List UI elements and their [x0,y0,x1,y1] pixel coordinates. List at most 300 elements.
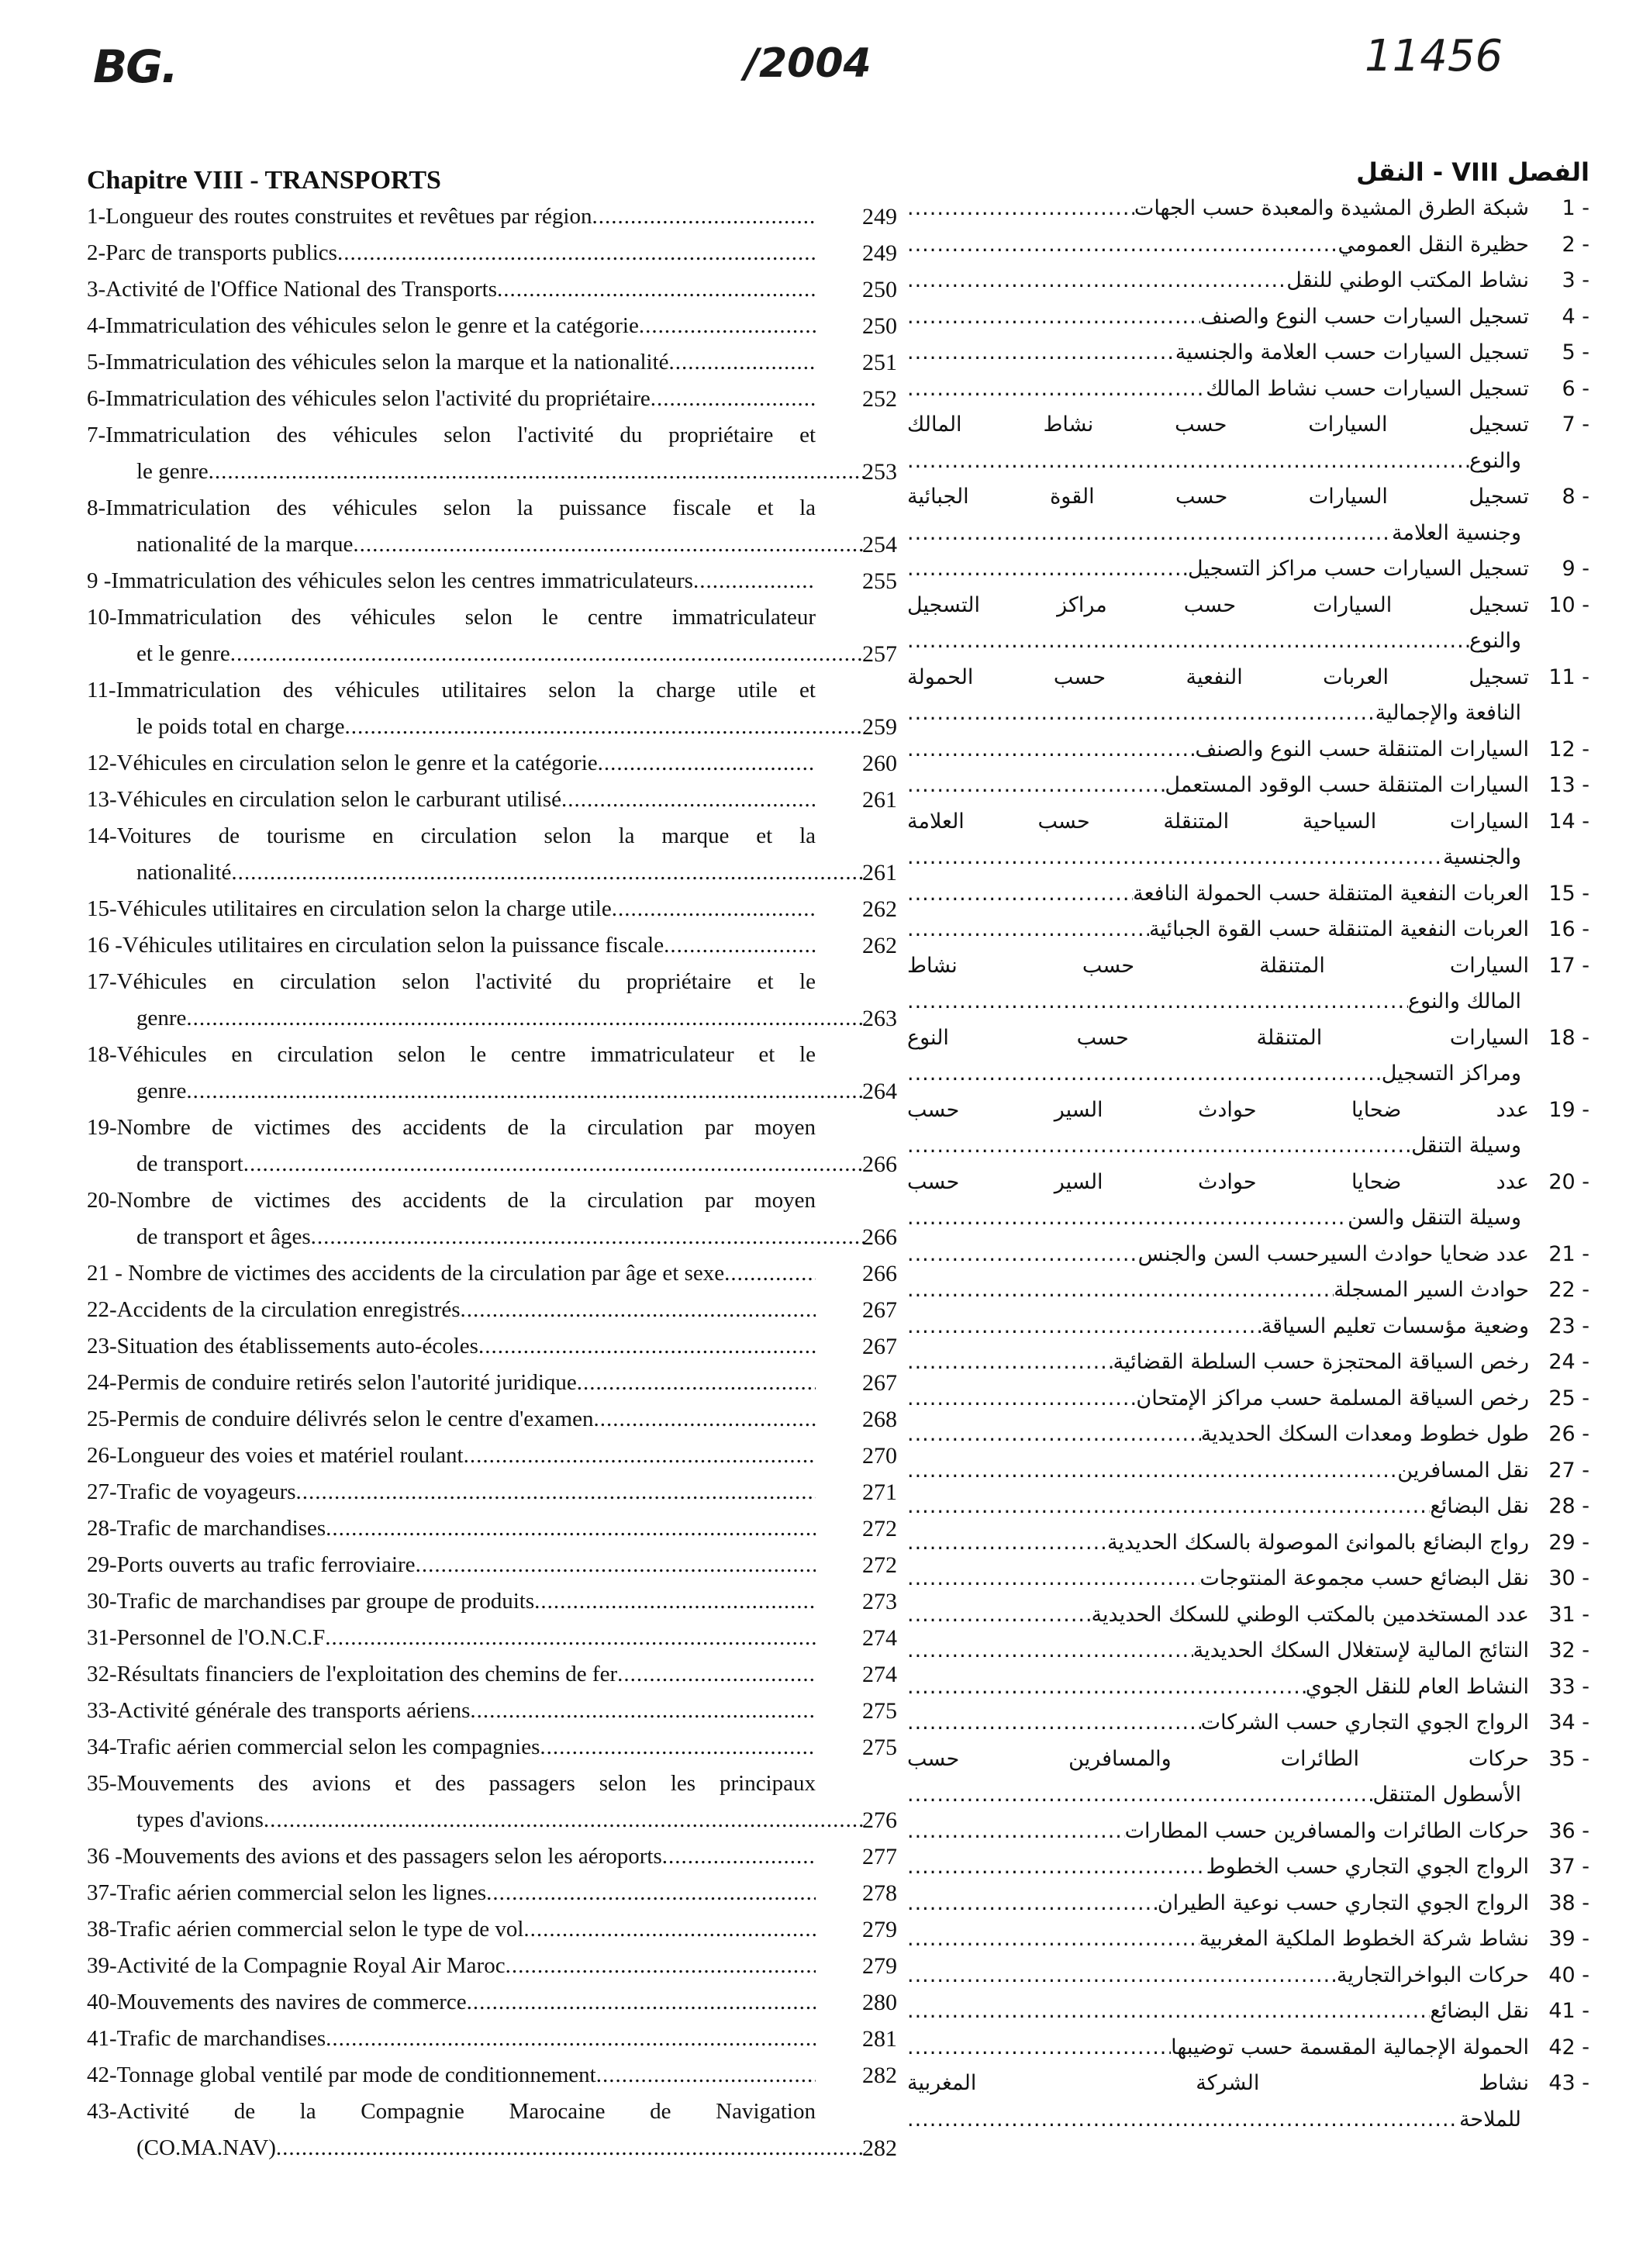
arabic-entry [907,732,1589,768]
page-number: 274 [862,1662,897,1687]
french-entry-label: et le genre [136,641,230,666]
arabic-entry-label: ومراكز التسجيل [1381,1062,1521,1086]
french-entry [87,490,916,563]
arabic-entry-number: 13 - [1548,773,1589,797]
french-entry-label: 34-Trafic aérien commercial selon les compagnies [87,1735,540,1759]
arabic-entry-label: عدد ضحايا حوادث السير حسب [907,1169,1529,1194]
french-entry [87,1729,916,1766]
arabic-entry [907,1597,1589,1634]
page-number: 249 [862,240,897,266]
page-number: 249 [862,204,897,230]
page-number: 277 [862,1844,897,1869]
arabic-entry-line [907,912,1529,948]
french-entry-line [87,636,865,672]
french-entry-label: 9 -Immatriculation des véhicules selon les centres immatriculateurs [87,568,693,593]
arabic-entry-line [907,1525,1529,1562]
page-number: 266 [862,1151,897,1177]
dot-leader [907,1272,1334,1309]
arabic-entry-label: الحمولة الإجمالية المقسمة حسب توضيبها [1171,2035,1529,2059]
french-entry-label: nationalité de la marque [136,532,354,557]
arabic-entry-number: 32 - [1548,1638,1589,1662]
page-number: 260 [862,751,897,776]
dot-leader [907,1705,1201,1742]
arabic-entry-label: حظيرة النقل العمومي [1337,232,1529,257]
arabic-entry-line [907,1777,1529,1814]
arabic-entry-label: شبكة الطرق المشيدة والمعبدة حسب الجهات [1134,196,1529,220]
french-entry-label: 39-Activité de la Compagnie Royal Air Maroc [87,1953,506,1978]
dot-leader [353,526,865,563]
french-entry-line [87,1583,816,1620]
french-entry-label: 29-Ports ouverts au trafic ferroviaire [87,1552,416,1577]
arabic-entry-number: 3 - [1562,268,1589,292]
dot-leader [907,1237,1138,1273]
french-entry-line [87,2057,816,2094]
arabic-entry-label: السيارات المتنقلة حسب الوقود المستعمل [1165,773,1529,797]
page-number: 267 [862,1370,897,1396]
french-entry-line [87,1911,816,1948]
dot-leader [296,1474,816,1510]
arabic-entry-line [907,516,1529,552]
french-entry-label: 5-Immatriculation des véhicules selon la marque et la nationalité [87,350,669,375]
dot-leader [470,1693,816,1729]
french-entry [87,1948,916,1984]
arabic-entry-number: 12 - [1548,737,1589,761]
arabic-entry-label: والنوع [1469,448,1521,473]
dot-leader [907,1958,1337,1994]
arabic-entry-number: 39 - [1548,1927,1589,1951]
french-entry [87,563,916,599]
french-entry-label: 31-Personnel de l'O.N.C.F [87,1625,326,1650]
arabic-entry-label: نقل البضائع [1430,1494,1529,1518]
dot-leader [325,1620,816,1656]
french-entry [87,1438,916,1474]
arabic-entry-number: 4 - [1562,304,1589,329]
dot-leader [907,191,1134,227]
dot-leader [907,299,1200,336]
arabic-entry-label: عدد المستخدمين بالمكتب الوطني للسكك الحديدية [1091,1602,1529,1627]
arabic-entry-label: رخص السياقة المحتجزة حسب السلطة القضائية [1113,1350,1529,1374]
french-entry-line [87,1984,816,2021]
french-entry [87,1255,916,1292]
dot-leader [592,198,816,235]
page-number: 254 [862,532,897,558]
french-entry-line [87,1401,816,1438]
page-number: 268 [862,1407,897,1432]
arabic-entry [907,1849,1589,1886]
french-entry-line [87,1729,816,1766]
french-entry-line [87,1255,816,1292]
french-entry-label: 37-Trafic aérien commercial selon les lignes [87,1880,487,1905]
french-entry [87,235,916,271]
arabic-entry-line [907,1453,1529,1490]
arabic-entry-number: 9 - [1562,557,1589,581]
arabic-entry [907,299,1589,336]
arabic-entry-label: الرواج الجوي التجاري حسب الخطوط [1206,1855,1529,1879]
page-number: 275 [862,1735,897,1760]
dot-leader [577,1365,816,1401]
arabic-entry-label: السيارات المتنقلة حسب نشاط [907,953,1529,978]
arabic-entry-label: تسجيل السيارات حسب نشاط المالك [907,413,1529,437]
arabic-entry [907,1345,1589,1381]
dot-leader [230,636,865,672]
french-entry-label: 32-Résultats financiers de l'exploitation des chemins de fer [87,1662,618,1686]
french-entry-label: (CO.MA.NAV) [136,2135,276,2160]
arabic-entry-line [907,191,1529,227]
arabic-entry-label: تسجيل السيارات حسب العلامة والجنسية [1175,340,1529,364]
french-entry [87,745,916,782]
arabic-entry-label: السيارات السياحية المتنقلة حسب العلامة [907,809,1529,834]
page-number: 255 [862,568,897,594]
arabic-entry-number: 43 - [1548,2071,1589,2095]
arabic-entry-number: 41 - [1548,1999,1589,2023]
french-entry-label: 1-Longueur des routes construites et revêtues par région [87,204,592,229]
arabic-entry-number: 2 - [1562,232,1589,257]
arabic-entry [907,660,1589,732]
french-entry-label: 3-Activité de l'Office National des Transports [87,277,498,302]
page-number: 261 [862,860,897,885]
arabic-entry-line [907,1814,1529,1850]
arabic-entry [907,2030,1589,2066]
french-entry [87,2094,916,2166]
arabic-entry [907,1165,1589,1237]
arabic-entry-label: رواج البضائع بالموانئ الموصولة بالسكك الحديدية [1107,1530,1529,1555]
dot-leader [907,696,1375,732]
french-entry [87,1401,916,1438]
page-number: 261 [862,787,897,813]
page-number: 250 [862,313,897,339]
arabic-entry-label: وجنسية العلامة [1392,520,1521,545]
arabic-entry [907,335,1589,371]
french-entry [87,1037,916,1110]
dot-leader [693,563,816,599]
page-number: 282 [862,2063,897,2088]
french-entry-line [87,1328,816,1365]
french-entry-line [87,1693,816,1729]
dot-leader [186,1000,865,1037]
french-entry-label: 24-Permis de conduire retirés selon l'autorité juridique [87,1370,577,1395]
page-number: 272 [862,1516,897,1541]
arabic-entry-line [907,1237,1529,1273]
arabic-entry-number: 31 - [1548,1602,1589,1627]
french-entry [87,1766,916,1838]
french-entry [87,344,916,381]
arabic-entry-number: 33 - [1548,1674,1589,1699]
arabic-entry-line [907,1309,1529,1345]
arabic-entry-line [907,1597,1529,1634]
dot-leader [907,227,1338,264]
french-entry-line [87,927,816,964]
dot-leader [344,709,865,745]
french-entry-line [87,563,816,599]
handwritten-year: /2004 [744,40,871,87]
arabic-entry [907,1705,1589,1742]
arabic-entry [907,1958,1589,1994]
arabic-entry-number: 26 - [1548,1422,1589,1446]
arabic-entry-label: نشاط المكتب الوطني للنقل [1286,268,1529,292]
page-number: 281 [862,2026,897,2052]
arabic-entry-line [907,1272,1529,1309]
dot-leader [907,1921,1199,1958]
french-entry-line [87,1073,865,1110]
french-entry-line [87,1000,865,1037]
french-entry-line [87,454,865,490]
arabic-entry-line [907,1886,1529,1922]
dot-leader [907,768,1165,804]
dot-leader [486,1875,816,1911]
page-number: 273 [862,1589,897,1614]
dot-leader [724,1255,816,1292]
french-entry [87,2021,916,2057]
french-entry-line [87,1656,816,1693]
arabic-entry-line [907,623,1529,660]
dot-leader [907,263,1286,299]
french-entry-label: 22-Accidents de la circulation enregistrés [87,1297,461,1322]
arabic-entry-number: 20 - [1548,1169,1589,1194]
arabic-entry-label: تسجيل السيارات حسب القوة الجبائية [907,485,1529,509]
arabic-entry [907,371,1589,408]
page-number: 278 [862,1880,897,1906]
french-entry [87,927,916,964]
arabic-entry-label: الرواج الجوي التجاري حسب نوعية الطيران [1157,1890,1529,1915]
dot-leader [311,1219,865,1255]
arabic-entry [907,1742,1589,1814]
arabic-entry-line [907,227,1529,264]
french-entry-label: 23-Situation des établissements auto-écoles [87,1334,478,1358]
arabic-entry-label: عدد ضحايا حوادث السيرحسب السن والجنس [1137,1241,1529,1266]
arabic-entry-label: نقل البضائع [1430,1999,1529,2023]
arabic-entry-label: والجنسية [1442,845,1521,869]
arabic-entry-number: 28 - [1548,1494,1589,1518]
dot-leader [561,782,816,818]
arabic-entry [907,1561,1589,1597]
french-entry-line [87,235,816,271]
arabic-entry-number: 11 - [1548,665,1589,689]
french-entry [87,672,916,745]
french-entry-line [87,854,865,891]
dot-leader [907,371,1206,408]
arabic-table-of-contents [907,154,1589,2138]
arabic-entry [907,1633,1589,1669]
arabic-entry-number: 24 - [1548,1350,1589,1374]
page-number: 250 [862,277,897,302]
french-entry [87,1182,916,1255]
arabic-entry [907,1489,1589,1525]
dot-leader [907,1669,1306,1706]
french-entry-label: nationalité [136,860,232,885]
arabic-entry-number: 36 - [1548,1818,1589,1843]
french-entry-line [87,709,865,745]
arabic-entry [907,768,1589,804]
dot-leader [540,1729,816,1766]
arabic-entry [907,407,1589,479]
page-number: 251 [862,350,897,375]
french-entry-line [87,1620,816,1656]
french-entry-line [87,1802,865,1838]
arabic-entry-label: عدد ضحايا حوادث السير حسب [907,1097,1529,1122]
arabic-entry-number: 14 - [1548,809,1589,834]
french-entry [87,1474,916,1510]
arabic-entry-line [907,1633,1529,1669]
page-number: 257 [862,641,897,667]
french-entry [87,964,916,1037]
page-number: 264 [862,1079,897,1104]
french-entry-label: 25-Permis de conduire délivrés selon le centre d'examen [87,1407,594,1431]
dot-leader [464,1438,816,1474]
french-entry-label: 6-Immatriculation des véhicules selon l'activité du propriétaire [87,386,651,411]
dot-leader [907,1345,1113,1381]
page-number: 271 [862,1479,897,1505]
french-entry-label: 30-Trafic de marchandises par groupe de produits [87,1589,535,1614]
french-entry-label: 21 - Nombre de victimes des accidents de la circulation par âge et sexe [87,1261,725,1286]
page-number: 262 [862,933,897,958]
dot-leader [506,1948,816,1984]
dot-leader [907,1994,1430,2030]
arabic-entry [907,1814,1589,1850]
french-entry [87,1110,916,1182]
dot-leader [461,1292,816,1328]
dot-leader [534,1583,816,1620]
french-entry-label: 2-Parc de transports publics [87,240,337,265]
arabic-entry-label: النافعة والإجمالية [1375,701,1521,725]
french-entry [87,1984,916,2021]
dot-leader [669,344,816,381]
dot-leader [612,891,816,927]
dot-leader [907,2102,1459,2139]
french-entry-label: 12-Véhicules en circulation selon le genre et la catégorie [87,751,598,775]
dot-leader [907,984,1408,1020]
page-number: 252 [862,386,897,412]
french-entry-label: de transport et âges [136,1224,311,1249]
arabic-entry-label: طول خطوط ومعدات السكك الحديدية [1200,1422,1529,1446]
arabic-entry-label: وسيلة التنقل والسن [1348,1206,1521,1230]
dot-leader [264,1802,865,1838]
arabic-entry-number: 18 - [1548,1025,1589,1050]
french-entry-label: 20-Nombre de victimes des accidents de la circulation par moyen [87,1188,816,1213]
french-entry-label: 13-Véhicules en circulation selon le carburant utilisé [87,787,562,812]
french-entry-label: le genre [136,459,209,484]
french-entry-label: 40-Mouvements des navires de commerce [87,1990,467,2014]
arabic-entry-number: 38 - [1548,1890,1589,1915]
dot-leader [231,854,865,891]
dot-leader [651,381,816,417]
dot-leader [907,516,1392,552]
arabic-entry-label: حوادث السير المسجلة [1334,1278,1529,1302]
dot-leader [907,1777,1372,1814]
french-entry-line [87,1438,816,1474]
french-entry-line [87,1365,816,1401]
french-entry [87,1838,916,1875]
dot-leader [907,1056,1382,1093]
page-number: 276 [862,1807,897,1833]
french-chapter-title: Chapitre VIII - TRANSPORTS [87,166,441,195]
arabic-entry-label: حركات الطائرات والمسافرين حسب [907,1746,1529,1771]
dot-leader [664,927,816,964]
arabic-entry-number: 15 - [1548,881,1589,906]
dot-leader [907,1453,1397,1490]
french-entry [87,2057,916,2094]
arabic-entry [907,227,1589,264]
dot-leader [907,1814,1125,1850]
arabic-entry-label: العربات النفعية المتنقلة حسب القوة الجبائية [1148,917,1529,941]
french-entry [87,1292,916,1328]
dot-leader [593,1401,816,1438]
arabic-entry-number: 16 - [1548,917,1589,941]
arabic-entry-number: 19 - [1548,1097,1589,1122]
arabic-entry-number: 35 - [1548,1746,1589,1771]
page-number: 266 [862,1261,897,1286]
french-entry-label: 14-Voitures de tourisme en circulation selon la marque et la [87,823,816,848]
dot-leader [326,1510,816,1547]
arabic-entry-number: 7 - [1562,413,1589,437]
french-entry [87,818,916,891]
arabic-entry-label: الرواج الجوي التجاري حسب الشركات [1200,1710,1529,1735]
dot-leader [907,335,1175,371]
french-table-of-contents [87,163,916,2166]
french-entry [87,1693,916,1729]
arabic-entry-line [907,1669,1529,1706]
french-entry-line [87,782,816,818]
page-number: 267 [862,1297,897,1323]
arabic-entry-label: تسجيل السيارات حسب نشاط المالك [1206,376,1529,401]
arabic-entry-label: العربات النفعية المتنقلة حسب الحمولة النافعة [1133,881,1529,906]
arabic-entry [907,1994,1589,2030]
arabic-entry-line [907,1381,1529,1417]
french-entry-line [87,1875,816,1911]
arabic-entry [907,912,1589,948]
dot-leader [523,1911,816,1948]
french-entry-label: genre [136,1079,187,1103]
french-entry [87,599,916,672]
arabic-entry-line [907,1958,1529,1994]
french-entry-line [87,2130,865,2166]
dot-leader [907,1417,1201,1453]
dot-leader [596,2057,816,2094]
french-entry-line [87,344,816,381]
french-entry-line [87,1510,816,1547]
dot-leader [497,271,816,308]
arabic-entry [907,1237,1589,1273]
arabic-entry-line [907,1345,1529,1381]
page-number: 267 [862,1334,897,1359]
arabic-entry-label: السيارات المتنقلة حسب النوع والصنف [1195,737,1529,761]
arabic-entry-number: 1 - [1562,196,1589,220]
french-entry-label: 16 -Véhicules utilitaires en circulation selon la puissance fiscale [87,933,664,958]
dot-leader [337,235,816,271]
arabic-entry-number: 22 - [1548,1278,1589,1302]
page-number: 253 [862,459,897,485]
arabic-entry-line [907,1994,1529,2030]
arabic-entry-number: 37 - [1548,1855,1589,1879]
arabic-entry-line [907,876,1529,913]
dot-leader [907,1381,1136,1417]
arabic-entry-number: 10 - [1548,592,1589,617]
arabic-entry-number: 23 - [1548,1314,1589,1338]
arabic-entry-list [907,191,1589,2138]
arabic-entry-line [907,551,1529,588]
arabic-entry-number: 42 - [1548,2035,1589,2059]
arabic-entry-line [907,1200,1529,1237]
arabic-entry-line [907,1128,1529,1165]
page-number: 263 [862,1006,897,1031]
arabic-entry-line [907,696,1529,732]
french-entry-label: 38-Trafic aérien commercial selon le type de vol [87,1917,524,1942]
dot-leader [907,876,1133,913]
french-entry-label: 15-Véhicules utilitaires en circulation selon la charge utile [87,896,612,921]
arabic-entry-label: تسجيل السيارات حسب النوع والصنف [1200,304,1529,329]
arabic-entry-line [907,1489,1529,1525]
dot-leader [617,1656,816,1693]
arabic-entry-number: 30 - [1548,1566,1589,1590]
